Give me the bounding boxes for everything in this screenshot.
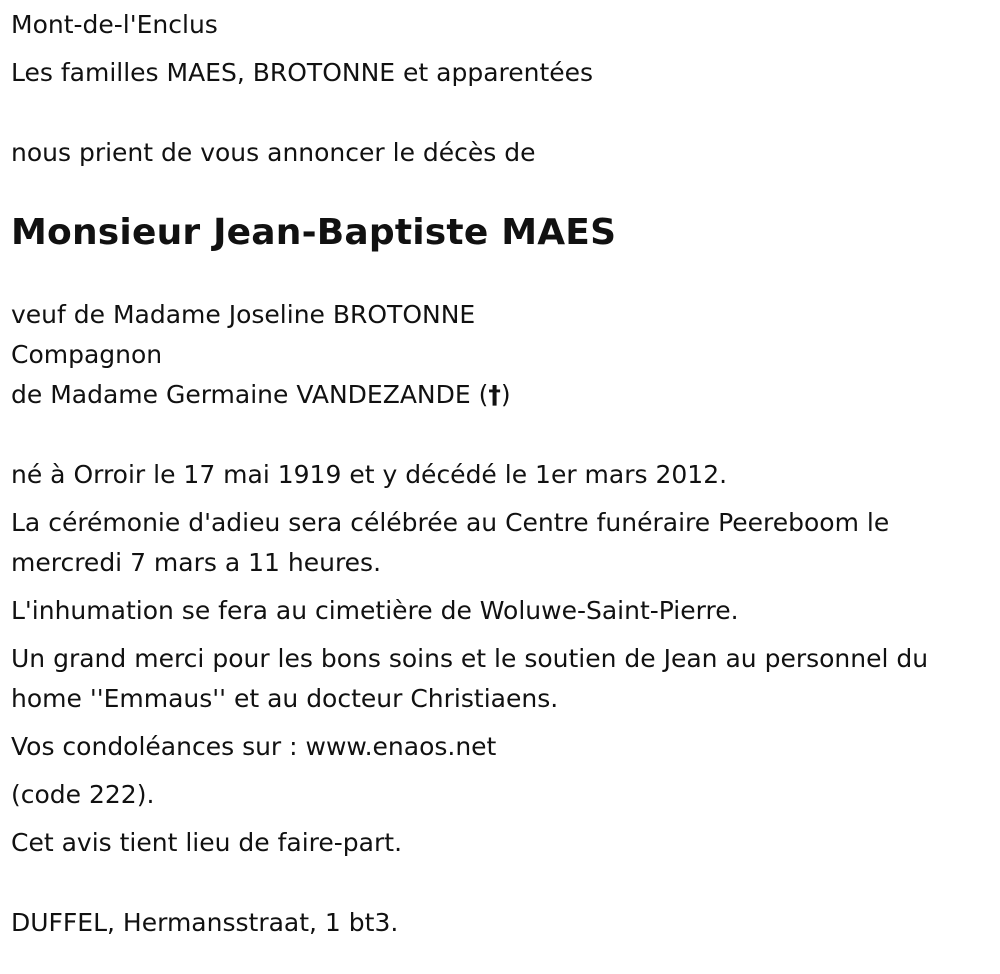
burial-text: L'inhumation se fera au cimetière de Woluwe-Saint-Pierre.	[11, 596, 739, 625]
condolences-text: Vos condoléances sur : www.enaos.net	[11, 732, 497, 761]
thanks-text: Un grand merci pour les bons soins et le soutien de Jean au personnel du home ''Emmaus'' et au docteur Christiaens.	[11, 644, 929, 713]
companion-prefix: de Madame Germaine VANDEZANDE (	[11, 380, 489, 409]
notice-statement-text: Cet avis tient lieu de faire-part.	[11, 828, 403, 857]
birth-death-text: né à Orroir le 17 mai 1919 et y décédé le 1er mars 2012.	[11, 460, 728, 489]
place-text: Mont-de-l'Enclus	[11, 10, 218, 39]
death-notice	[11, 5, 991, 943]
companion-line	[11, 375, 991, 415]
families-text: Les familles MAES, BROTONNE et apparentées	[11, 58, 594, 87]
companion-suffix: )	[500, 380, 511, 409]
intro-text: nous prient de vous annoncer le décès de	[11, 138, 536, 167]
companion-label: Compagnon	[11, 340, 163, 369]
deceased-name: Monsieur Jean-Baptiste MAES	[11, 212, 617, 253]
ceremony-text: La cérémonie d'adieu sera célébrée au Centre funéraire Peereboom le mercredi 7 mars a 11 heures.	[11, 508, 890, 577]
cross-icon: †	[488, 380, 501, 409]
widower-text: veuf de Madame Joseline BROTONNE	[11, 300, 476, 329]
code-text: (code 222).	[11, 780, 155, 809]
address-text: DUFFEL, Hermansstraat, 1 bt3.	[11, 908, 399, 937]
